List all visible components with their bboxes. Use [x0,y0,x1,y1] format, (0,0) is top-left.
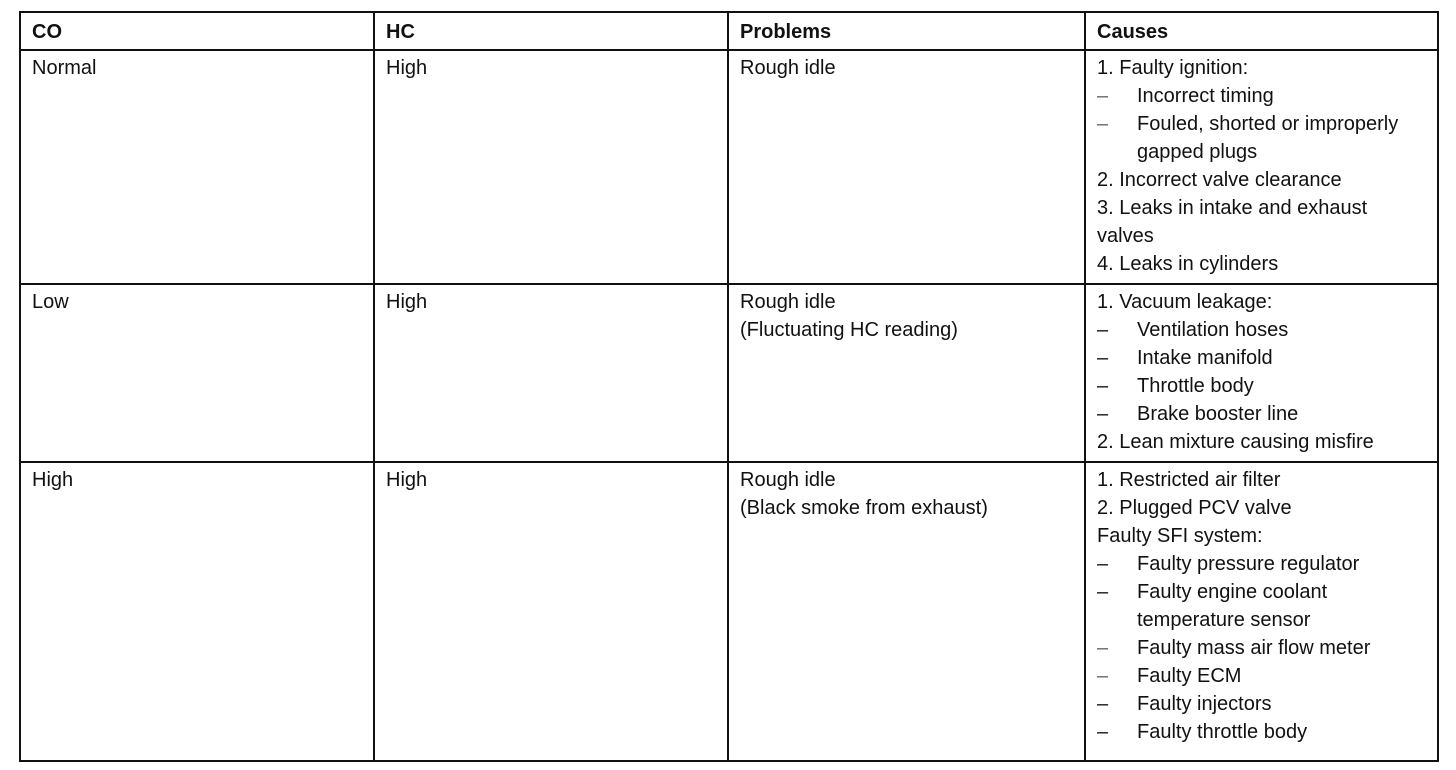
problems-cell [728,284,1085,462]
cause-item: 1. Restricted air filter [1097,469,1281,491]
problem-line: Rough idle [740,469,836,491]
hc-cell: High [374,462,728,761]
cause-bullet-text: Faulty throttle body [1137,721,1308,743]
dash-bullet-icon: – [1097,693,1109,715]
dash-bullet-icon: – [1097,553,1109,575]
dash-bullet-icon: – [1097,721,1109,743]
cause-bullet-text: Faulty engine coolant [1137,581,1328,603]
dash-bullet-icon: – [1097,375,1109,397]
dash-bullet-icon: – [1097,85,1109,107]
cause-bullet [1097,690,1427,718]
cause-bullet-text: Incorrect timing [1137,85,1274,107]
diagnosis-table-container [19,11,1439,762]
cause-bullet-text: Faulty ECM [1137,665,1242,687]
cause-bullet [1097,316,1427,344]
problem-line: Rough idle [740,57,836,79]
cause-bullet-text: gapped plugs [1137,141,1258,163]
hc-cell: High [374,284,728,462]
cause-bullet [1097,718,1427,746]
cause-bullet [1097,82,1427,110]
problems-cell [728,50,1085,284]
cause-bullet-text: Fouled, shorted or improperly [1137,113,1399,135]
problem-line: (Black smoke from exhaust) [740,497,988,519]
table-header-row [20,12,1438,50]
cause-bullet [1097,634,1427,662]
dash-bullet-icon: – [1097,665,1109,687]
header-co: CO [20,12,374,50]
header-hc: HC [374,12,728,50]
causes-cell [1085,462,1438,761]
cause-item: 2. Incorrect valve clearance [1097,169,1342,191]
header-problems: Problems [728,12,1085,50]
cause-bullet-text: Faulty pressure regulator [1137,553,1360,575]
cause-item: Faulty SFI system: [1097,525,1263,547]
cause-bullet-text: temperature sensor [1137,609,1311,631]
dash-bullet-icon: – [1097,319,1109,341]
causes-cell [1085,50,1438,284]
dash-bullet-icon: – [1097,403,1109,425]
co-cell: Normal [20,50,374,284]
table-row [20,284,1438,462]
cause-bullet [1097,400,1427,428]
dash-bullet-icon: – [1097,581,1109,603]
dash-bullet-icon: – [1097,637,1109,659]
co-cell: Low [20,284,374,462]
co-cell: High [20,462,374,761]
cause-item: 2. Lean mixture causing misfire [1097,431,1374,453]
cause-bullet-text: Ventilation hoses [1137,319,1289,341]
dash-bullet-icon: – [1097,113,1109,135]
cause-bullet-text: Throttle body [1137,375,1254,397]
causes-cell [1085,284,1438,462]
cause-bullet-text: Faulty injectors [1137,693,1272,715]
cause-bullet [1097,110,1427,166]
cause-bullet [1097,550,1427,578]
cause-item: 2. Plugged PCV valve [1097,497,1292,519]
cause-item: 1. Vacuum leakage: [1097,291,1273,313]
problems-cell [728,462,1085,761]
cause-bullet-text: Faulty mass air flow meter [1137,637,1371,659]
cause-bullet [1097,344,1427,372]
table-row [20,462,1438,761]
exhaust-diagnosis-table [19,11,1439,762]
cause-bullet [1097,578,1427,634]
problem-line: (Fluctuating HC reading) [740,319,958,341]
dash-bullet-icon: – [1097,347,1109,369]
cause-item: valves [1097,225,1154,247]
cause-item: 1. Faulty ignition: [1097,57,1249,79]
header-causes: Causes [1085,12,1438,50]
problem-line: Rough idle [740,291,836,313]
cause-bullet-text: Intake manifold [1137,347,1273,369]
cause-item: 3. Leaks in intake and exhaust [1097,197,1368,219]
cause-bullet-text: Brake booster line [1137,403,1299,425]
table-row [20,50,1438,284]
cause-item: 4. Leaks in cylinders [1097,253,1279,275]
cause-bullet [1097,372,1427,400]
hc-cell: High [374,50,728,284]
cause-bullet [1097,662,1427,690]
